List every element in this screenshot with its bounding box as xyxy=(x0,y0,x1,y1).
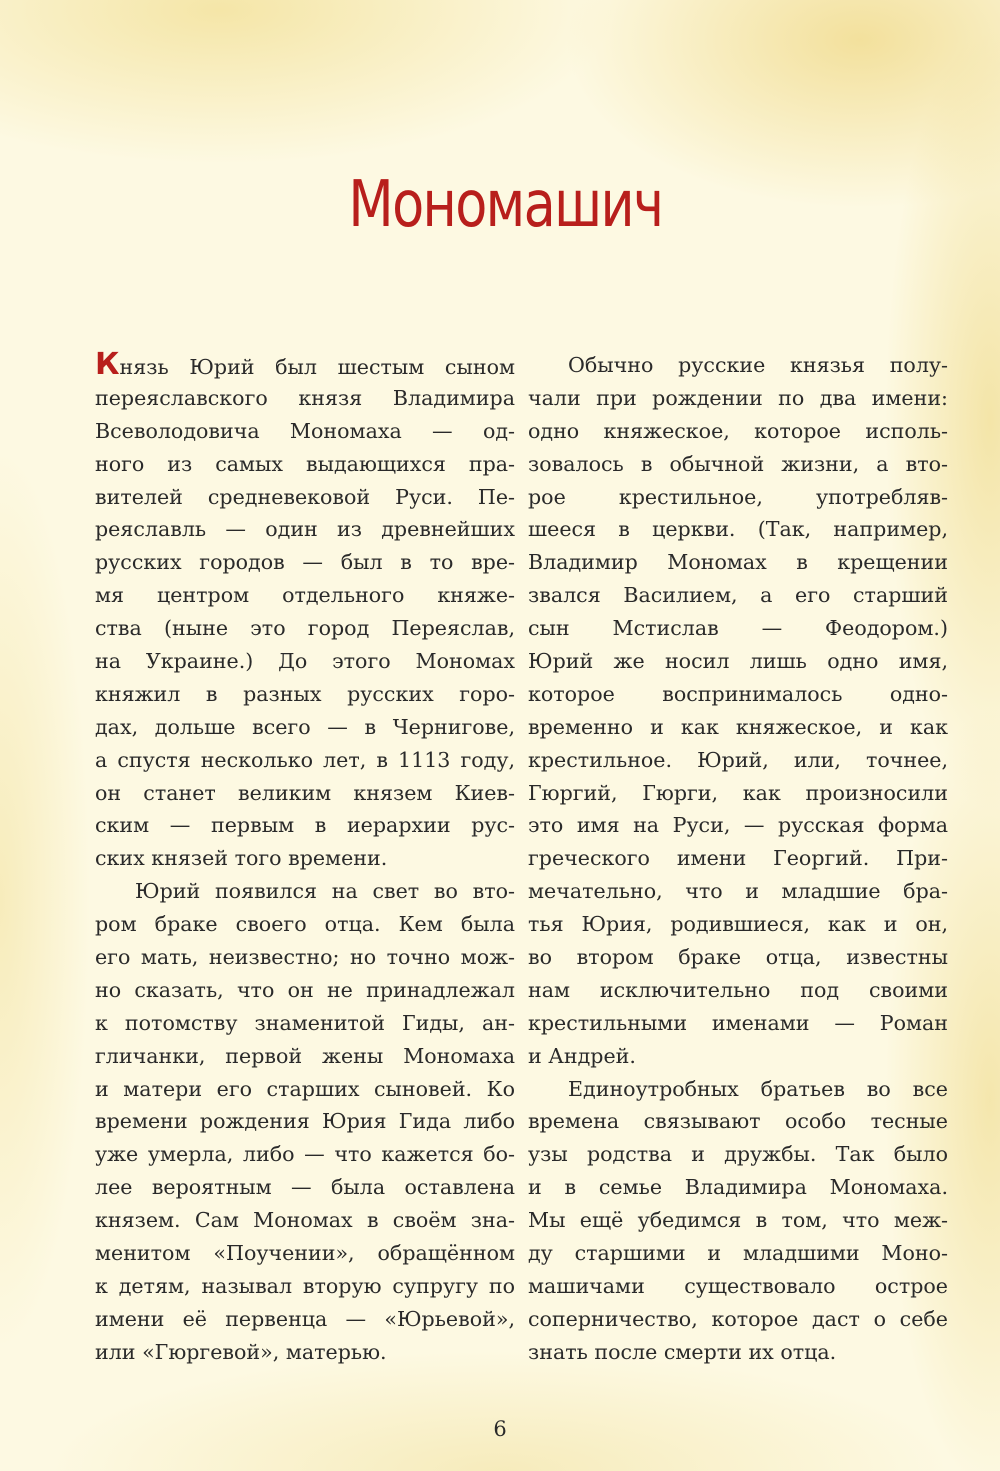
text-line: шееся в церкви. (Так, например, xyxy=(528,517,948,542)
text-line: мечательно, что и младшие бра- xyxy=(528,879,948,904)
text-line: ром браке своего отца. Кем была xyxy=(95,912,515,937)
text-line: машичами существовало острое xyxy=(528,1273,948,1298)
text-line: временно и как княжеское, и как xyxy=(528,714,948,739)
text-line: княжил в разных русских горо- xyxy=(95,681,515,706)
text-line: звался Василием, а его старший xyxy=(528,583,948,608)
text-line: Юрий же носил лишь одно имя, xyxy=(528,649,948,674)
chapter-title: Мономашич xyxy=(348,168,663,242)
text-line: греческого имени Георгий. При- xyxy=(528,846,948,871)
text-line: Мы ещё убедимся в том, что меж- xyxy=(528,1208,948,1233)
text-line: ским — первым в иерархии рус- xyxy=(95,813,515,838)
right-column xyxy=(528,349,948,1369)
page-number: 6 xyxy=(493,1417,507,1441)
text-line: ства (ныне это город Переяслав, xyxy=(95,616,515,641)
text-line: знать после смерти их отца. xyxy=(528,1339,837,1364)
text-line: реяславль — один из древнейших xyxy=(95,517,515,542)
text-line: Гюргий, Гюрги, как произносили xyxy=(528,780,948,805)
text-line: дах, дольше всего — в Чернигове, xyxy=(95,714,515,739)
text-line: уже умерла, либо — что кажется бо- xyxy=(95,1142,515,1167)
text-line: но сказать, что он не принадлежал xyxy=(95,977,515,1002)
text-line: имени её первенца — «Юрьевой», xyxy=(95,1306,515,1331)
text-line: времена связывают особо тесные xyxy=(528,1109,948,1134)
text-line: чали при рождении по два имени: xyxy=(528,385,948,410)
drop-cap: К xyxy=(95,347,120,382)
text-line: и Андрей. xyxy=(528,1043,636,1068)
text-line: соперничество, которое даст о себе xyxy=(528,1306,948,1331)
text-line: крестильными именами — Роман xyxy=(528,1010,948,1035)
text-line: к потомству знаменитой Гиды, ан- xyxy=(95,1010,515,1035)
text-line: он станет великим князем Киев- xyxy=(95,780,515,805)
text-line: ду старшими и младшими Моно- xyxy=(528,1241,948,1266)
text-line: Обычно русские князья полу- xyxy=(568,353,948,377)
text-line: во втором браке отца, известны xyxy=(528,945,948,970)
text-line: а спустя несколько лет, в 1113 году, xyxy=(95,747,515,772)
text-line: гличанки, первой жены Мономаха xyxy=(95,1043,515,1068)
text-line: и матери его старших сыновей. Ко xyxy=(95,1076,515,1101)
text-line: или «Гюргевой», матерью. xyxy=(95,1339,387,1364)
text-line: крестильное. Юрий, или, точнее, xyxy=(528,747,948,772)
text-line: на Украине.) До этого Мономах xyxy=(95,649,515,674)
text-line: переяславского князя Владимира xyxy=(95,385,515,410)
text-line: Единоутробных братьев во все xyxy=(568,1076,948,1101)
text-line: его мать, неизвестно; но точно мож- xyxy=(95,945,515,970)
text-line: времени рождения Юрия Гида либо xyxy=(95,1109,515,1134)
text-line: одно княжеское, которое исполь- xyxy=(528,418,948,443)
left-column xyxy=(95,349,515,1369)
text-line: князем. Сам Мономах в своём зна- xyxy=(95,1208,515,1233)
text-line: Князь Юрий был шестым сыном xyxy=(95,347,515,382)
text-line: ного из самых выдающихся пра- xyxy=(95,451,515,476)
text-line: вителей средневековой Руси. Пе- xyxy=(95,484,515,509)
text-line: узы родства и дружбы. Так было xyxy=(528,1142,948,1167)
text-line: и в семье Владимира Мономаха. xyxy=(528,1175,948,1200)
text-line: рое крестильное, употребляв- xyxy=(528,484,948,509)
text-line: Всеволодовича Мономаха — од- xyxy=(95,418,515,443)
text-line: тья Юрия, родившиеся, как и он, xyxy=(528,912,948,937)
text-line: русских городов — был в то вре- xyxy=(95,550,515,575)
text-line: Юрий появился на свет во вто- xyxy=(135,879,515,904)
text-line: которое воспринималось одно- xyxy=(528,681,948,706)
text-line: мя центром отдельного княже- xyxy=(95,583,515,608)
text-line: к детям, называл вторую супругу по xyxy=(95,1273,515,1298)
text-line: нам исключительно под своими xyxy=(528,977,948,1002)
text-line: зовалось в обычной жизни, а вто- xyxy=(528,451,948,476)
text-line: сын Мстислав — Феодором.) xyxy=(528,616,948,641)
text-line: Владимир Мономах в крещении xyxy=(528,550,948,575)
text-line: менитом «Поучении», обращённом xyxy=(95,1241,515,1266)
text-line: ских князей того времени. xyxy=(95,846,388,871)
text-line: лее вероятным — была оставлена xyxy=(95,1175,515,1200)
text-line: это имя на Руси, — русская форма xyxy=(528,813,948,838)
